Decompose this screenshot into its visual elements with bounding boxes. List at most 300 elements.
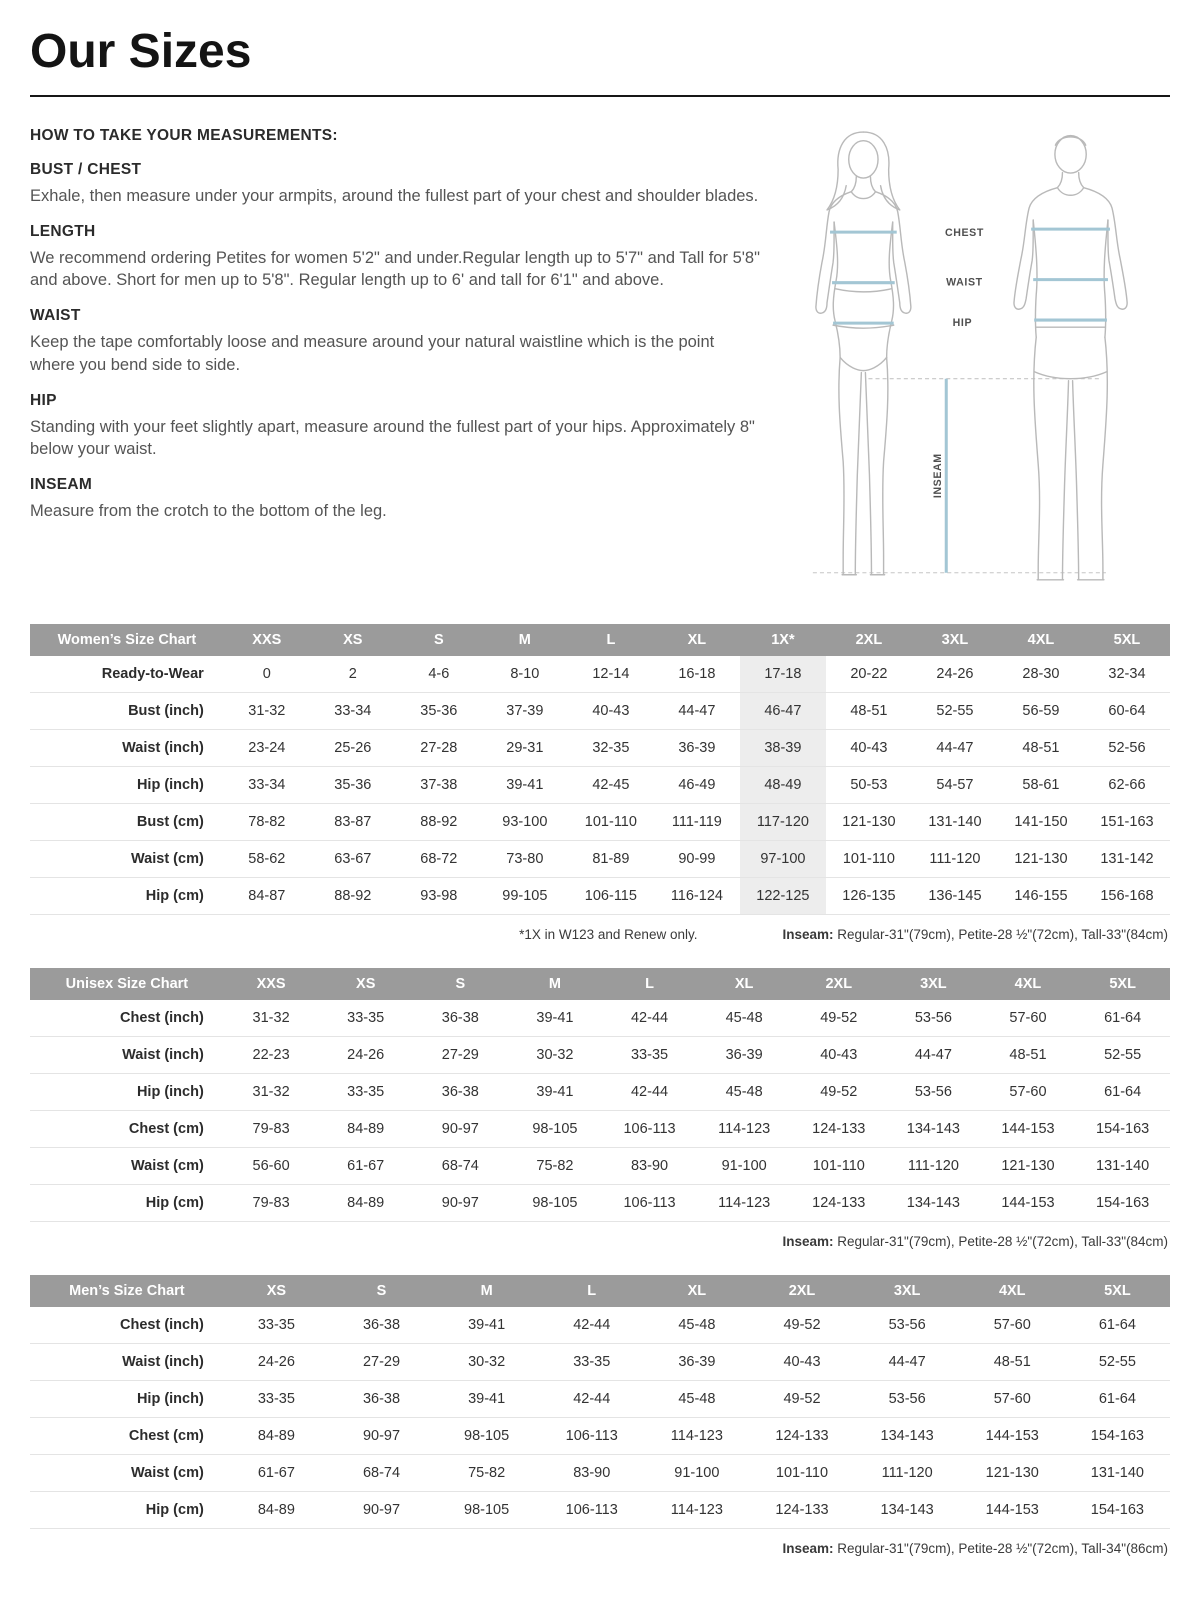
size-value-cell: 53-56 bbox=[855, 1380, 960, 1417]
men-s-size-chart-table bbox=[30, 1275, 1170, 1529]
measurement-sections bbox=[30, 161, 760, 523]
size-column-header: L bbox=[539, 1275, 644, 1307]
hip-label: HIP bbox=[952, 316, 972, 329]
size-value-cell: 44-47 bbox=[886, 1036, 981, 1073]
size-column-header: S bbox=[413, 968, 508, 1000]
size-value-cell: 0 bbox=[224, 656, 310, 693]
body-diagram-svg bbox=[777, 123, 1162, 598]
size-value-cell: 106-113 bbox=[539, 1417, 644, 1454]
table-footnotes bbox=[32, 927, 1168, 942]
size-column-header: XXS bbox=[224, 968, 319, 1000]
size-value-cell: 36-39 bbox=[697, 1036, 792, 1073]
table-footnotes bbox=[32, 1541, 1168, 1556]
size-value-cell: 106-113 bbox=[602, 1110, 697, 1147]
size-value-cell: 52-55 bbox=[1065, 1343, 1170, 1380]
size-value-cell: 151-163 bbox=[1084, 803, 1170, 840]
size-column-header: XXS bbox=[224, 624, 310, 656]
size-value-cell: 83-90 bbox=[539, 1454, 644, 1491]
size-value-cell: 57-60 bbox=[981, 1000, 1076, 1037]
size-value-cell: 4-6 bbox=[396, 656, 482, 693]
size-value-cell: 88-92 bbox=[310, 877, 396, 914]
size-value-cell: 106-115 bbox=[568, 877, 654, 914]
size-value-cell: 114-123 bbox=[697, 1184, 792, 1221]
size-value-cell: 154-163 bbox=[1075, 1110, 1170, 1147]
size-value-cell: 58-61 bbox=[998, 766, 1084, 803]
measurement-section bbox=[30, 392, 760, 462]
size-value-cell: 114-123 bbox=[644, 1491, 749, 1528]
row-label: Hip (cm) bbox=[30, 1184, 224, 1221]
size-value-cell: 111-120 bbox=[912, 840, 998, 877]
size-column-header: 5XL bbox=[1075, 968, 1170, 1000]
size-value-cell: 52-55 bbox=[1075, 1036, 1170, 1073]
size-value-cell: 91-100 bbox=[697, 1147, 792, 1184]
size-value-cell: 39-41 bbox=[508, 1073, 603, 1110]
size-value-cell: 93-100 bbox=[482, 803, 568, 840]
size-value-cell: 30-32 bbox=[434, 1343, 539, 1380]
size-value-cell: 38-39 bbox=[740, 729, 826, 766]
size-value-cell: 106-113 bbox=[602, 1184, 697, 1221]
size-value-cell: 37-39 bbox=[482, 692, 568, 729]
size-value-cell: 84-89 bbox=[224, 1417, 329, 1454]
size-column-header: 2XL bbox=[791, 968, 886, 1000]
title-divider bbox=[30, 95, 1170, 97]
size-value-cell: 131-140 bbox=[1075, 1147, 1170, 1184]
measurement-row bbox=[30, 1417, 1170, 1454]
men-s-size-chart bbox=[30, 1275, 1170, 1556]
size-value-cell: 154-163 bbox=[1065, 1417, 1170, 1454]
top-section bbox=[30, 123, 1170, 598]
size-value-cell: 131-140 bbox=[1065, 1454, 1170, 1491]
size-column-header: 3XL bbox=[912, 624, 998, 656]
size-value-cell: 39-41 bbox=[434, 1307, 539, 1344]
size-value-cell: 42-44 bbox=[602, 1073, 697, 1110]
row-label: Ready-to-Wear bbox=[30, 656, 224, 693]
measurement-row bbox=[30, 877, 1170, 914]
size-value-cell: 98-105 bbox=[434, 1491, 539, 1528]
measurement-row bbox=[30, 729, 1170, 766]
size-value-cell: 27-29 bbox=[413, 1036, 508, 1073]
size-value-cell: 40-43 bbox=[826, 729, 912, 766]
size-value-cell: 44-47 bbox=[912, 729, 998, 766]
size-value-cell: 57-60 bbox=[960, 1307, 1065, 1344]
size-value-cell: 91-100 bbox=[644, 1454, 749, 1491]
size-value-cell: 121-130 bbox=[826, 803, 912, 840]
size-column-header: M bbox=[434, 1275, 539, 1307]
size-value-cell: 97-100 bbox=[740, 840, 826, 877]
size-value-cell: 2 bbox=[310, 656, 396, 693]
measurement-section bbox=[30, 307, 760, 377]
size-value-cell: 124-133 bbox=[749, 1417, 854, 1454]
size-value-cell: 27-29 bbox=[329, 1343, 434, 1380]
size-column-header: M bbox=[508, 968, 603, 1000]
size-value-cell: 31-32 bbox=[224, 1073, 319, 1110]
row-label: Waist (cm) bbox=[30, 1454, 224, 1491]
size-column-header: 4XL bbox=[981, 968, 1076, 1000]
size-value-cell: 35-36 bbox=[396, 692, 482, 729]
size-value-cell: 36-38 bbox=[413, 1073, 508, 1110]
size-value-cell: 61-64 bbox=[1075, 1073, 1170, 1110]
size-value-cell: 25-26 bbox=[310, 729, 396, 766]
measurement-row bbox=[30, 766, 1170, 803]
size-value-cell: 122-125 bbox=[740, 877, 826, 914]
size-value-cell: 24-26 bbox=[318, 1036, 413, 1073]
size-value-cell: 90-97 bbox=[413, 1110, 508, 1147]
measurement-row bbox=[30, 656, 1170, 693]
size-column-header: S bbox=[329, 1275, 434, 1307]
size-value-cell: 73-80 bbox=[482, 840, 568, 877]
section-body: Keep the tape comfortably loose and measure around your natural waistline which is the point where you bend side to side. bbox=[30, 333, 715, 374]
size-value-cell: 24-26 bbox=[912, 656, 998, 693]
women-s-size-chart bbox=[30, 624, 1170, 942]
row-label: Hip (inch) bbox=[30, 1380, 224, 1417]
measurement-row bbox=[30, 1454, 1170, 1491]
size-value-cell: 58-62 bbox=[224, 840, 310, 877]
page-title: Our Sizes bbox=[30, 25, 252, 78]
inseam-footnote: Inseam: Regular-31"(79cm), Petite-28 ½"(72cm), Tall-33"(84cm) bbox=[782, 926, 1168, 942]
inseam-footnote: Inseam: Regular-31"(79cm), Petite-28 ½"(72cm), Tall-33"(84cm) bbox=[782, 1233, 1168, 1249]
size-value-cell: 46-49 bbox=[654, 766, 740, 803]
measurement-row bbox=[30, 1073, 1170, 1110]
size-value-cell: 121-130 bbox=[960, 1454, 1065, 1491]
size-value-cell: 40-43 bbox=[568, 692, 654, 729]
table-title: Men’s Size Chart bbox=[30, 1275, 224, 1307]
size-value-cell: 53-56 bbox=[886, 1073, 981, 1110]
size-column-header: 5XL bbox=[1084, 624, 1170, 656]
section-title: LENGTH bbox=[30, 222, 96, 240]
size-value-cell: 32-35 bbox=[568, 729, 654, 766]
size-value-cell: 57-60 bbox=[981, 1073, 1076, 1110]
size-value-cell: 134-143 bbox=[886, 1184, 981, 1221]
size-value-cell: 62-66 bbox=[1084, 766, 1170, 803]
section-title: INSEAM bbox=[30, 476, 93, 494]
size-column-header: 5XL bbox=[1065, 1275, 1170, 1307]
size-value-cell: 36-38 bbox=[413, 1000, 508, 1037]
size-value-cell: 144-153 bbox=[981, 1110, 1076, 1147]
measurement-instructions bbox=[30, 123, 760, 598]
size-value-cell: 101-110 bbox=[791, 1147, 886, 1184]
row-label: Hip (inch) bbox=[30, 1073, 224, 1110]
size-column-header: 4XL bbox=[998, 624, 1084, 656]
size-value-cell: 78-82 bbox=[224, 803, 310, 840]
size-value-cell: 144-153 bbox=[981, 1184, 1076, 1221]
size-value-cell: 56-60 bbox=[224, 1147, 319, 1184]
size-column-header: XS bbox=[318, 968, 413, 1000]
size-value-cell: 134-143 bbox=[855, 1417, 960, 1454]
size-value-cell: 49-52 bbox=[749, 1307, 854, 1344]
size-value-cell: 53-56 bbox=[886, 1000, 981, 1037]
measurement-section bbox=[30, 161, 760, 208]
measurement-row bbox=[30, 1343, 1170, 1380]
size-value-cell: 16-18 bbox=[654, 656, 740, 693]
size-column-header: XS bbox=[310, 624, 396, 656]
row-label: Waist (cm) bbox=[30, 840, 224, 877]
size-value-cell: 36-38 bbox=[329, 1307, 434, 1344]
size-value-cell: 53-56 bbox=[855, 1307, 960, 1344]
section-body: We recommend ordering Petites for women 5'2" and under.Regular length up to 5'7" and Tall for 5'8" and above. Short for men up to 5'8". Regular length up to 6' and tall for 6'1" and above. bbox=[30, 248, 760, 290]
size-value-cell: 33-35 bbox=[318, 1000, 413, 1037]
table-title: Unisex Size Chart bbox=[30, 968, 224, 1000]
size-value-cell: 33-35 bbox=[602, 1036, 697, 1073]
unisex-size-chart bbox=[30, 968, 1170, 1249]
measurement-row bbox=[30, 1307, 1170, 1344]
size-value-cell: 33-35 bbox=[539, 1343, 644, 1380]
size-value-cell: 8-10 bbox=[482, 656, 568, 693]
size-value-cell: 68-74 bbox=[329, 1454, 434, 1491]
size-value-cell: 52-56 bbox=[1084, 729, 1170, 766]
women-s-size-chart-table bbox=[30, 624, 1170, 915]
size-value-cell: 121-130 bbox=[998, 840, 1084, 877]
size-value-cell: 114-123 bbox=[697, 1110, 792, 1147]
size-value-cell: 154-163 bbox=[1075, 1184, 1170, 1221]
size-value-cell: 134-143 bbox=[886, 1110, 981, 1147]
size-value-cell: 36-39 bbox=[644, 1343, 749, 1380]
size-value-cell: 131-142 bbox=[1084, 840, 1170, 877]
size-value-cell: 75-82 bbox=[508, 1147, 603, 1184]
size-value-cell: 48-51 bbox=[981, 1036, 1076, 1073]
section-title: HIP bbox=[30, 391, 57, 409]
size-value-cell: 61-67 bbox=[224, 1454, 329, 1491]
size-value-cell: 61-64 bbox=[1065, 1380, 1170, 1417]
size-value-cell: 136-145 bbox=[912, 877, 998, 914]
size-value-cell: 98-105 bbox=[508, 1110, 603, 1147]
size-value-cell: 117-120 bbox=[740, 803, 826, 840]
size-value-cell: 48-51 bbox=[826, 692, 912, 729]
size-value-cell: 144-153 bbox=[960, 1491, 1065, 1528]
size-column-header: 2XL bbox=[749, 1275, 854, 1307]
size-column-header: XL bbox=[697, 968, 792, 1000]
row-label: Waist (inch) bbox=[30, 1036, 224, 1073]
measurement-row bbox=[30, 840, 1170, 877]
size-value-cell: 57-60 bbox=[960, 1380, 1065, 1417]
row-label: Chest (cm) bbox=[30, 1417, 224, 1454]
size-value-cell: 12-14 bbox=[568, 656, 654, 693]
size-value-cell: 39-41 bbox=[434, 1380, 539, 1417]
size-value-cell: 42-44 bbox=[539, 1307, 644, 1344]
size-value-cell: 84-89 bbox=[318, 1184, 413, 1221]
size-value-cell: 61-64 bbox=[1065, 1307, 1170, 1344]
male-figure bbox=[1013, 135, 1126, 579]
size-value-cell: 46-47 bbox=[740, 692, 826, 729]
measurement-row bbox=[30, 1036, 1170, 1073]
waist-label: WAIST bbox=[945, 276, 983, 289]
size-value-cell: 36-39 bbox=[654, 729, 740, 766]
size-value-cell: 48-49 bbox=[740, 766, 826, 803]
size-value-cell: 68-74 bbox=[413, 1147, 508, 1184]
size-value-cell: 98-105 bbox=[508, 1184, 603, 1221]
row-label: Hip (cm) bbox=[30, 1491, 224, 1528]
size-column-header: 4XL bbox=[960, 1275, 1065, 1307]
size-value-cell: 45-48 bbox=[697, 1000, 792, 1037]
size-column-header: 1X* bbox=[740, 624, 826, 656]
size-value-cell: 90-97 bbox=[329, 1491, 434, 1528]
row-label: Waist (cm) bbox=[30, 1147, 224, 1184]
size-value-cell: 50-53 bbox=[826, 766, 912, 803]
measurement-row bbox=[30, 803, 1170, 840]
size-value-cell: 101-110 bbox=[826, 840, 912, 877]
size-column-header: 3XL bbox=[855, 1275, 960, 1307]
size-value-cell: 52-55 bbox=[912, 692, 998, 729]
measurement-row bbox=[30, 1491, 1170, 1528]
section-body: Exhale, then measure under your armpits, around the fullest part of your chest and shoulder blades. bbox=[30, 186, 759, 205]
size-column-header: L bbox=[602, 968, 697, 1000]
size-value-cell: 81-89 bbox=[568, 840, 654, 877]
size-column-header: XS bbox=[224, 1275, 329, 1307]
size-value-cell: 24-26 bbox=[224, 1343, 329, 1380]
size-value-cell: 30-32 bbox=[508, 1036, 603, 1073]
size-value-cell: 48-51 bbox=[960, 1343, 1065, 1380]
unisex-size-chart-table bbox=[30, 968, 1170, 1222]
size-value-cell: 79-83 bbox=[224, 1110, 319, 1147]
size-value-cell: 93-98 bbox=[396, 877, 482, 914]
size-tables bbox=[30, 624, 1170, 1556]
measurement-row bbox=[30, 1380, 1170, 1417]
table-footnotes bbox=[32, 1234, 1168, 1249]
size-value-cell: 29-31 bbox=[482, 729, 568, 766]
size-value-cell: 121-130 bbox=[981, 1147, 1076, 1184]
header-row bbox=[30, 968, 1170, 1000]
size-value-cell: 44-47 bbox=[855, 1343, 960, 1380]
size-value-cell: 83-87 bbox=[310, 803, 396, 840]
size-value-cell: 32-34 bbox=[1084, 656, 1170, 693]
header-row bbox=[30, 624, 1170, 656]
size-value-cell: 146-155 bbox=[998, 877, 1084, 914]
measurement-row bbox=[30, 1184, 1170, 1221]
female-figure bbox=[815, 132, 910, 575]
size-value-cell: 40-43 bbox=[749, 1343, 854, 1380]
row-label: Bust (cm) bbox=[30, 803, 224, 840]
size-value-cell: 116-124 bbox=[654, 877, 740, 914]
size-value-cell: 61-67 bbox=[318, 1147, 413, 1184]
size-column-header: 3XL bbox=[886, 968, 981, 1000]
size-value-cell: 54-57 bbox=[912, 766, 998, 803]
size-value-cell: 90-97 bbox=[329, 1417, 434, 1454]
size-value-cell: 39-41 bbox=[482, 766, 568, 803]
footnote-note: *1X in W123 and Renew only. bbox=[519, 926, 698, 942]
size-value-cell: 111-120 bbox=[855, 1454, 960, 1491]
size-value-cell: 90-97 bbox=[413, 1184, 508, 1221]
size-value-cell: 101-110 bbox=[568, 803, 654, 840]
size-value-cell: 124-133 bbox=[749, 1491, 854, 1528]
header-row bbox=[30, 1275, 1170, 1307]
size-value-cell: 106-113 bbox=[539, 1491, 644, 1528]
row-label: Chest (inch) bbox=[30, 1307, 224, 1344]
measurement-row bbox=[30, 1147, 1170, 1184]
size-value-cell: 23-24 bbox=[224, 729, 310, 766]
row-label: Bust (inch) bbox=[30, 692, 224, 729]
size-value-cell: 79-83 bbox=[224, 1184, 319, 1221]
section-title: BUST / CHEST bbox=[30, 160, 142, 178]
row-label: Hip (cm) bbox=[30, 877, 224, 914]
size-value-cell: 42-44 bbox=[539, 1380, 644, 1417]
size-value-cell: 131-140 bbox=[912, 803, 998, 840]
size-value-cell: 36-38 bbox=[329, 1380, 434, 1417]
size-value-cell: 124-133 bbox=[791, 1184, 886, 1221]
size-value-cell: 84-87 bbox=[224, 877, 310, 914]
size-value-cell: 134-143 bbox=[855, 1491, 960, 1528]
size-value-cell: 33-35 bbox=[318, 1073, 413, 1110]
size-value-cell: 156-168 bbox=[1084, 877, 1170, 914]
size-value-cell: 75-82 bbox=[434, 1454, 539, 1491]
size-value-cell: 33-34 bbox=[310, 692, 396, 729]
measurement-row bbox=[30, 1110, 1170, 1147]
size-value-cell: 20-22 bbox=[826, 656, 912, 693]
measurement-row bbox=[30, 692, 1170, 729]
size-value-cell: 84-89 bbox=[318, 1110, 413, 1147]
row-label: Chest (inch) bbox=[30, 1000, 224, 1037]
size-column-header: XL bbox=[644, 1275, 749, 1307]
row-label: Chest (cm) bbox=[30, 1110, 224, 1147]
size-value-cell: 98-105 bbox=[434, 1417, 539, 1454]
size-column-header: XL bbox=[654, 624, 740, 656]
row-label: Waist (inch) bbox=[30, 729, 224, 766]
size-value-cell: 144-153 bbox=[960, 1417, 1065, 1454]
size-value-cell: 44-47 bbox=[654, 692, 740, 729]
size-value-cell: 45-48 bbox=[644, 1307, 749, 1344]
row-label: Waist (inch) bbox=[30, 1343, 224, 1380]
size-value-cell: 114-123 bbox=[644, 1417, 749, 1454]
chest-label: CHEST bbox=[944, 226, 984, 239]
size-value-cell: 45-48 bbox=[644, 1380, 749, 1417]
size-value-cell: 22-23 bbox=[224, 1036, 319, 1073]
body-measurement-diagram bbox=[768, 123, 1170, 598]
size-value-cell: 27-28 bbox=[396, 729, 482, 766]
size-value-cell: 49-52 bbox=[749, 1380, 854, 1417]
size-value-cell: 63-67 bbox=[310, 840, 396, 877]
size-value-cell: 40-43 bbox=[791, 1036, 886, 1073]
size-value-cell: 90-99 bbox=[654, 840, 740, 877]
size-value-cell: 83-90 bbox=[602, 1147, 697, 1184]
size-value-cell: 28-30 bbox=[998, 656, 1084, 693]
size-value-cell: 111-120 bbox=[886, 1147, 981, 1184]
size-value-cell: 99-105 bbox=[482, 877, 568, 914]
size-value-cell: 33-35 bbox=[224, 1307, 329, 1344]
size-value-cell: 49-52 bbox=[791, 1000, 886, 1037]
size-column-header: L bbox=[568, 624, 654, 656]
section-body: Measure from the crotch to the bottom of the leg. bbox=[30, 502, 387, 521]
size-value-cell: 68-72 bbox=[396, 840, 482, 877]
size-value-cell: 42-44 bbox=[602, 1000, 697, 1037]
section-title: WAIST bbox=[30, 307, 81, 325]
size-value-cell: 45-48 bbox=[697, 1073, 792, 1110]
size-value-cell: 60-64 bbox=[1084, 692, 1170, 729]
measurement-row bbox=[30, 1000, 1170, 1037]
size-value-cell: 31-32 bbox=[224, 1000, 319, 1037]
inseam-label: INSEAM bbox=[931, 453, 944, 498]
size-value-cell: 111-119 bbox=[654, 803, 740, 840]
size-value-cell: 61-64 bbox=[1075, 1000, 1170, 1037]
size-value-cell: 49-52 bbox=[791, 1073, 886, 1110]
inseam-footnote: Inseam: Regular-31"(79cm), Petite-28 ½"(72cm), Tall-34"(86cm) bbox=[782, 1540, 1168, 1556]
size-value-cell: 31-32 bbox=[224, 692, 310, 729]
size-value-cell: 124-133 bbox=[791, 1110, 886, 1147]
size-value-cell: 84-89 bbox=[224, 1491, 329, 1528]
size-value-cell: 48-51 bbox=[998, 729, 1084, 766]
size-value-cell: 56-59 bbox=[998, 692, 1084, 729]
size-value-cell: 101-110 bbox=[749, 1454, 854, 1491]
size-value-cell: 39-41 bbox=[508, 1000, 603, 1037]
size-column-header: 2XL bbox=[826, 624, 912, 656]
size-value-cell: 17-18 bbox=[740, 656, 826, 693]
size-value-cell: 126-135 bbox=[826, 877, 912, 914]
size-value-cell: 37-38 bbox=[396, 766, 482, 803]
size-value-cell: 33-35 bbox=[224, 1380, 329, 1417]
size-value-cell: 141-150 bbox=[998, 803, 1084, 840]
instructions-heading: HOW TO TAKE YOUR MEASUREMENTS: bbox=[30, 126, 338, 144]
size-column-header: M bbox=[482, 624, 568, 656]
table-title: Women’s Size Chart bbox=[30, 624, 224, 656]
size-value-cell: 42-45 bbox=[568, 766, 654, 803]
size-value-cell: 88-92 bbox=[396, 803, 482, 840]
